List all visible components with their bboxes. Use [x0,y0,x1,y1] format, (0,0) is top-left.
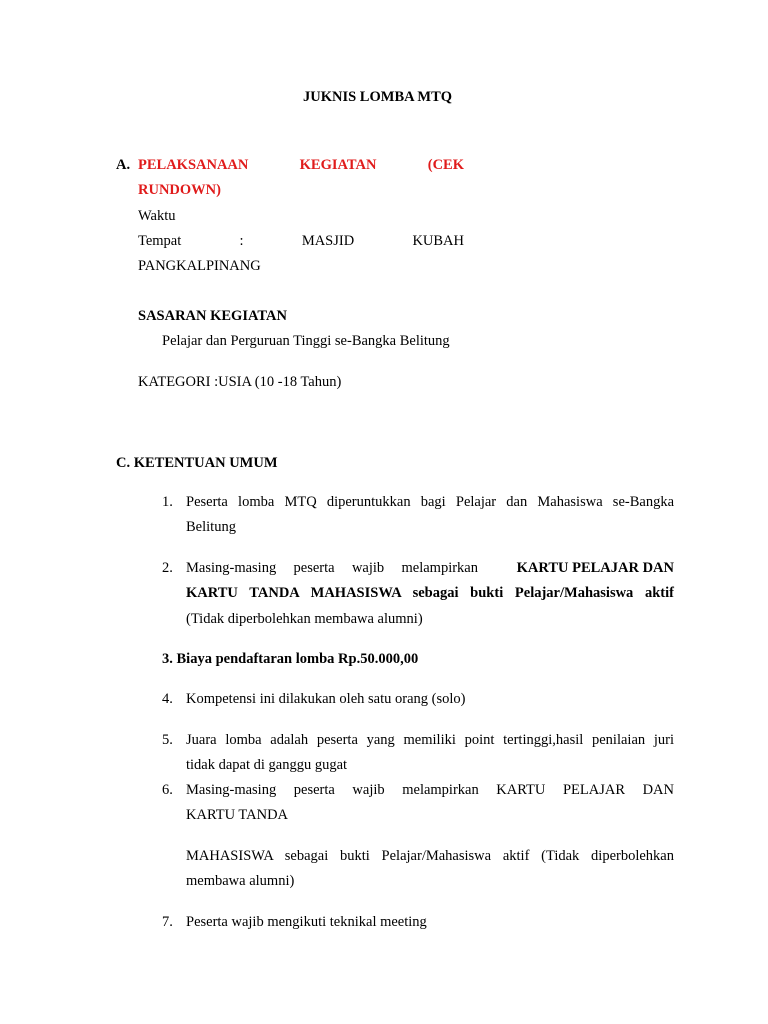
list-item-number: 4. [162,691,173,707]
list-item-3: 3. Biaya pendaftaran lomba Rp.50.000,00 [162,651,419,667]
list-item-2-line2: KARTU TANDA MAHASISWA sebagai bukti Pelajar/Mahasiswa aktif [186,585,674,601]
list-item-6-line3: MAHASISWA sebagai bukti Pelajar/Mahasiswa aktif (Tidak diperbolehkan [186,848,674,864]
list-item-6-line2: KARTU TANDA [186,807,289,823]
section-a-heading-line2: RUNDOWN) [138,182,221,198]
list-item-1-line1: Peserta lomba MTQ diperuntukkan bagi Pelajar dan Mahasiswa se-Bangka [186,494,674,510]
section-a-heading-line1 [138,156,464,174]
tempat-colon: : [239,233,244,249]
tempat-line2: PANGKALPINANG [138,258,261,274]
heading-word: KEGIATAN [299,157,377,173]
document-title: JUKNIS LOMBA MTQ [303,89,453,105]
list-item-2-line3: (Tidak diperbolehkan membawa alumni) [186,611,423,627]
list-item-number: 7. [162,914,173,930]
list-item-2-line1-bold: KARTU PELAJAR DAN [516,560,674,576]
list-item-number: 1. [162,494,173,510]
list-item-number: 6. [162,782,173,798]
list-item-2-line1-normal: Masing-masing peserta wajib melampirkan [186,560,478,576]
list-item-6-line4: membawa alumni) [186,873,295,889]
list-item-1-line2: Belitung [186,519,236,535]
tempat-label: Tempat [138,233,182,249]
section-a-marker: A. [116,157,131,173]
tempat-value-word: MASJID [301,233,355,249]
tempat-value-word: KUBAH [412,233,464,249]
kategori-text: KATEGORI :USIA (10 -18 Tahun) [138,374,342,390]
heading-word: (CEK [427,157,464,173]
list-item-number: 5. [162,732,173,748]
section-c-heading: C. KETENTUAN UMUM [116,455,278,471]
tempat-line1 [138,232,464,250]
waktu-label: Waktu [138,208,176,224]
list-item-6-line1: Masing-masing peserta wajib melampirkan KARTU PELAJAR DAN [186,782,674,798]
list-item-number: 2. [162,560,173,576]
heading-word: PELAKSANAAN [138,157,249,173]
sasaran-heading: SASARAN KEGIATAN [138,308,287,324]
list-item-5-line1: Juara lomba adalah peserta yang memiliki point tertinggi,hasil penilaian juri [186,732,674,748]
list-item-5-line2: tidak dapat di ganggu gugat [186,757,348,773]
list-item-2-line1 [186,559,674,577]
list-item-4-text: Kompetensi ini dilakukan oleh satu orang (solo) [186,691,466,707]
list-item-7-text: Peserta wajib mengikuti teknikal meeting [186,914,427,930]
sasaran-text: Pelajar dan Perguruan Tinggi se-Bangka Belitung [162,333,450,349]
